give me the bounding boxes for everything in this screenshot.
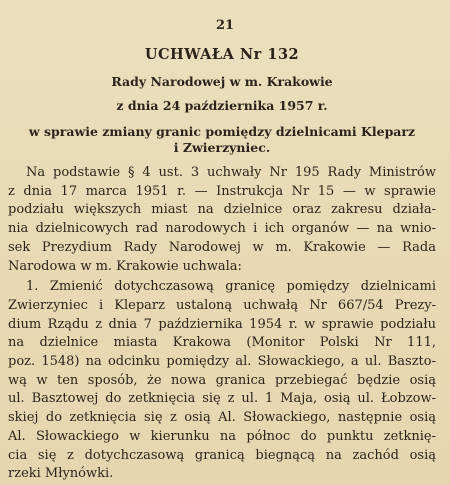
item-1-line: Zwierzyniec i Kleparz ustaloną uchwałą Nr 667/54 Prezy- xyxy=(8,297,436,313)
item-1-line: 1. Zmienić dotychczasową granicę pomiędzy dzielnicami xyxy=(26,279,436,295)
item-1-line: rzeki Młynówki. xyxy=(8,466,114,482)
item-1-paragraph xyxy=(8,278,436,484)
subject-line-2: i Zwierzyniec. xyxy=(173,140,271,155)
preamble-line: sek Prezydium Rady Narodowej w m. Krakowie — Rada xyxy=(8,239,436,255)
item-1-line: wą w ten sposób, że nowa granica przebiegać będzie osią xyxy=(8,372,436,388)
preamble-paragraph xyxy=(8,164,436,276)
item-1-line: na dzielnice miasta Krakowa (Monitor Polski Nr 111, xyxy=(8,335,436,351)
resolution-subject xyxy=(8,124,436,156)
preamble-line: Na podstawie § 4 ust. 3 uchwały Nr 195 Rady Ministrów xyxy=(26,165,436,180)
preamble-line: nia dzielnicowych rad narodowych i ich organów — na wnio- xyxy=(8,221,436,237)
item-1-line: cia się z dotychczasową granicą biegnącą na zachód osią xyxy=(8,447,436,463)
preamble-line: z dnia 17 marca 1951 r. — Instrukcja Nr 15 — w sprawie xyxy=(8,183,436,199)
item-1-line: dium Rządu z dnia 7 października 1954 r. w sprawie podziału xyxy=(8,316,436,332)
item-1-line: poz. 1548) na odcinku pomiędzy al. Słowackiego, a ul. Baszto- xyxy=(8,354,436,370)
subject-line-1: w sprawie zmiany granic pomiędzy dzielnicami Kleparz xyxy=(28,124,416,139)
resolution-title: UCHWAŁA Nr 132 xyxy=(144,46,300,63)
item-1-line: Al. Słowackiego w kierunku na północ do punktu zetknię- xyxy=(8,428,436,444)
resolution-date: z dnia 24 października 1957 r. xyxy=(116,98,328,113)
item-1-line: ul. Basztowej do zetknięcia się z ul. 1 Maja, osią ul. Łobzow- xyxy=(8,391,436,407)
resolution-issuer: Rady Narodowej w m. Krakowie xyxy=(111,74,333,89)
preamble-line: podziału większych miast na dzielnice oraz zakresu działa- xyxy=(8,202,436,218)
item-1-line: skiej do zetknięcia się z osią Al. Słowackiego, następnie osią xyxy=(8,410,436,426)
page-number: 21 xyxy=(215,18,235,33)
preamble-line: Narodowa w m. Krakowie uchwala: xyxy=(8,258,242,274)
